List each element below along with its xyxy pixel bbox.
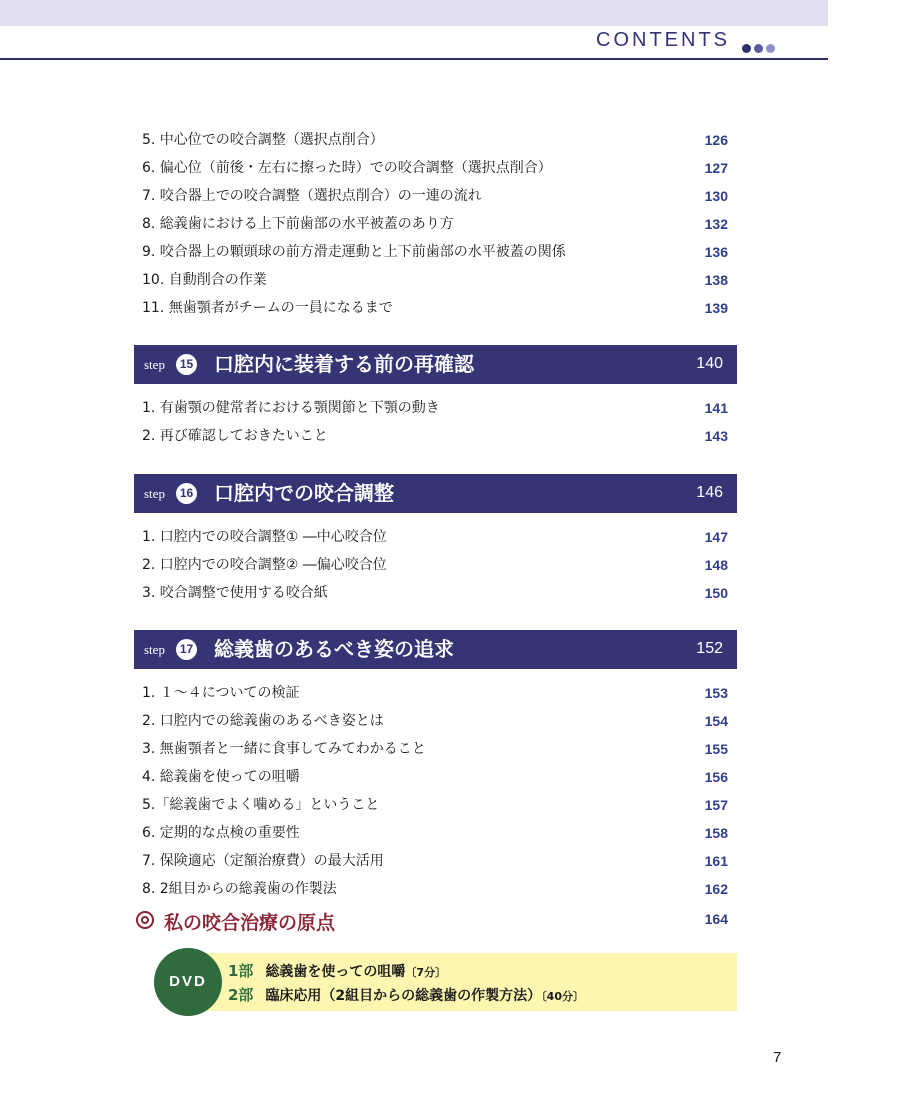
dvd-badge: DVD xyxy=(154,948,222,1016)
toc-entry-page: 132 xyxy=(704,216,728,232)
toc-entry-label: 6. 定期的な点検の重要性 xyxy=(142,825,300,841)
dvd-part-2 xyxy=(228,985,584,1007)
step-16-header[interactable] xyxy=(134,474,737,513)
toc-entry-label: 5.「総義歯でよく噛める」ということ xyxy=(142,797,380,813)
toc-entry-label: 1. １～４についての検証 xyxy=(142,685,300,701)
toc-entry-page: 147 xyxy=(704,529,728,545)
step-word: step xyxy=(144,642,165,657)
toc-entry[interactable] xyxy=(142,297,728,319)
header-rule xyxy=(0,58,828,60)
toc-entry-page: 158 xyxy=(704,825,728,841)
toc-entry-page: 154 xyxy=(704,713,728,729)
toc-entry-page: 138 xyxy=(704,272,728,288)
toc-entry[interactable] xyxy=(142,554,728,576)
step-title: 口腔内に装着する前の再確認 xyxy=(214,352,474,376)
step-15-header[interactable] xyxy=(134,345,737,384)
toc-entry[interactable] xyxy=(142,682,728,704)
toc-entry-page: 150 xyxy=(704,585,728,601)
toc-entry-label: 8. 総義歯における上下前歯部の水平被蓋のあり方 xyxy=(142,216,454,232)
step-page: 140 xyxy=(696,355,723,372)
step-page: 146 xyxy=(696,484,723,501)
header-band xyxy=(0,0,828,26)
toc-entry-label: 11. 無歯顎者がチームの一員になるまで xyxy=(142,300,393,316)
toc-entry[interactable] xyxy=(142,129,728,151)
origin-title: 私の咬合治療の原点 xyxy=(164,912,336,934)
contents-title: CONTENTS xyxy=(596,29,730,51)
dot-icon xyxy=(742,44,751,53)
toc-entry[interactable] xyxy=(142,241,728,263)
step-page: 152 xyxy=(696,640,723,657)
dvd-part-duration: 〔7分〕 xyxy=(405,966,447,979)
toc-entry-page: 161 xyxy=(704,853,728,869)
toc-entry[interactable] xyxy=(142,850,728,872)
toc-entry[interactable] xyxy=(142,738,728,760)
toc-entry-page: 153 xyxy=(704,685,728,701)
step-word: step xyxy=(144,357,165,372)
toc-entry-label: 5. 中心位での咬合調整（選択点削合） xyxy=(142,132,384,148)
toc-entry-label: 2. 再び確認しておきたいこと xyxy=(142,428,328,444)
toc-entry[interactable] xyxy=(142,425,728,447)
toc-entry-page: 155 xyxy=(704,741,728,757)
double-circle-icon xyxy=(136,911,154,929)
toc-entry-label: 8. 2組目からの総義歯の作製法 xyxy=(142,881,337,897)
toc-entry[interactable] xyxy=(142,710,728,732)
toc-entry[interactable] xyxy=(142,269,728,291)
toc-entry-page: 130 xyxy=(704,188,728,204)
toc-entry-label: 6. 偏心位（前後・左右に擦った時）での咬合調整（選択点削合） xyxy=(142,160,552,176)
toc-entry-page: 157 xyxy=(704,797,728,813)
toc-entry[interactable] xyxy=(142,213,728,235)
toc-entry-label: 3. 咬合調整で使用する咬合紙 xyxy=(142,585,328,601)
toc-entry-page: 156 xyxy=(704,769,728,785)
dvd-part-duration: 〔40分〕 xyxy=(541,990,584,1003)
toc-entry[interactable] xyxy=(142,822,728,844)
toc-entry-page: 127 xyxy=(704,160,728,176)
toc-entry-label: 1. 有歯顎の健常者における顎関節と下顎の動き xyxy=(142,400,440,416)
dvd-part-label: 2部 xyxy=(228,986,254,1004)
page-number: 7 xyxy=(773,1049,782,1066)
toc-entry-label: 2. 口腔内での咬合調整② ―偏心咬合位 xyxy=(142,557,387,573)
dot-icon xyxy=(766,44,775,53)
toc-entry[interactable] xyxy=(142,185,728,207)
toc-entry-label: 4. 総義歯を使っての咀嚼 xyxy=(142,769,300,785)
toc-entry-label: 10. 自動削合の作業 xyxy=(142,272,267,288)
step-title: 口腔内での咬合調整 xyxy=(214,481,394,505)
dvd-part-text: 総義歯を使っての咀嚼 xyxy=(265,964,406,980)
origin-page: 164 xyxy=(704,911,728,927)
toc-entry-label: 9. 咬合器上の顆頭球の前方滑走運動と上下前歯部の水平被蓋の関係 xyxy=(142,244,566,260)
toc-entry-page: 139 xyxy=(704,300,728,316)
step-number-badge: 15 xyxy=(176,354,197,375)
toc-entry[interactable] xyxy=(142,526,728,548)
step-word: step xyxy=(144,486,165,501)
toc-entry[interactable] xyxy=(142,794,728,816)
toc-entry-page: 143 xyxy=(704,428,728,444)
toc-entry-label: 1. 口腔内での咬合調整① ―中心咬合位 xyxy=(142,529,387,545)
toc-entry-label: 7. 咬合器上での咬合調整（選択点削合）の一連の流れ xyxy=(142,188,482,204)
origin-entry[interactable] xyxy=(136,908,728,938)
toc-entry[interactable] xyxy=(142,766,728,788)
step-title: 総義歯のあるべき姿の追求 xyxy=(214,637,454,661)
toc-entry-page: 162 xyxy=(704,881,728,897)
dvd-part-1 xyxy=(228,961,446,983)
toc-entry-page: 136 xyxy=(704,244,728,260)
dvd-part-label: 1部 xyxy=(228,962,254,980)
toc-entry[interactable] xyxy=(142,582,728,604)
toc-entry-label: 3. 無歯顎者と一緒に食事してみてわかること xyxy=(142,741,426,757)
toc-entry-page: 148 xyxy=(704,557,728,573)
step-17-header[interactable] xyxy=(134,630,737,669)
dvd-part-text: 臨床応用（2組目からの総義歯の作製方法） xyxy=(265,988,542,1004)
toc-entry-label: 2. 口腔内での総義歯のあるべき姿とは xyxy=(142,713,384,729)
toc-entry[interactable] xyxy=(142,397,728,419)
toc-entry-page: 141 xyxy=(704,400,728,416)
step-number-badge: 16 xyxy=(176,483,197,504)
toc-entry[interactable] xyxy=(142,157,728,179)
step-number-badge: 17 xyxy=(176,639,197,660)
contents-dots xyxy=(742,38,778,48)
toc-entry[interactable] xyxy=(142,878,728,900)
toc-entry-label: 7. 保険適応（定額治療費）の最大活用 xyxy=(142,853,384,869)
dot-icon xyxy=(754,44,763,53)
toc-entry-page: 126 xyxy=(704,132,728,148)
